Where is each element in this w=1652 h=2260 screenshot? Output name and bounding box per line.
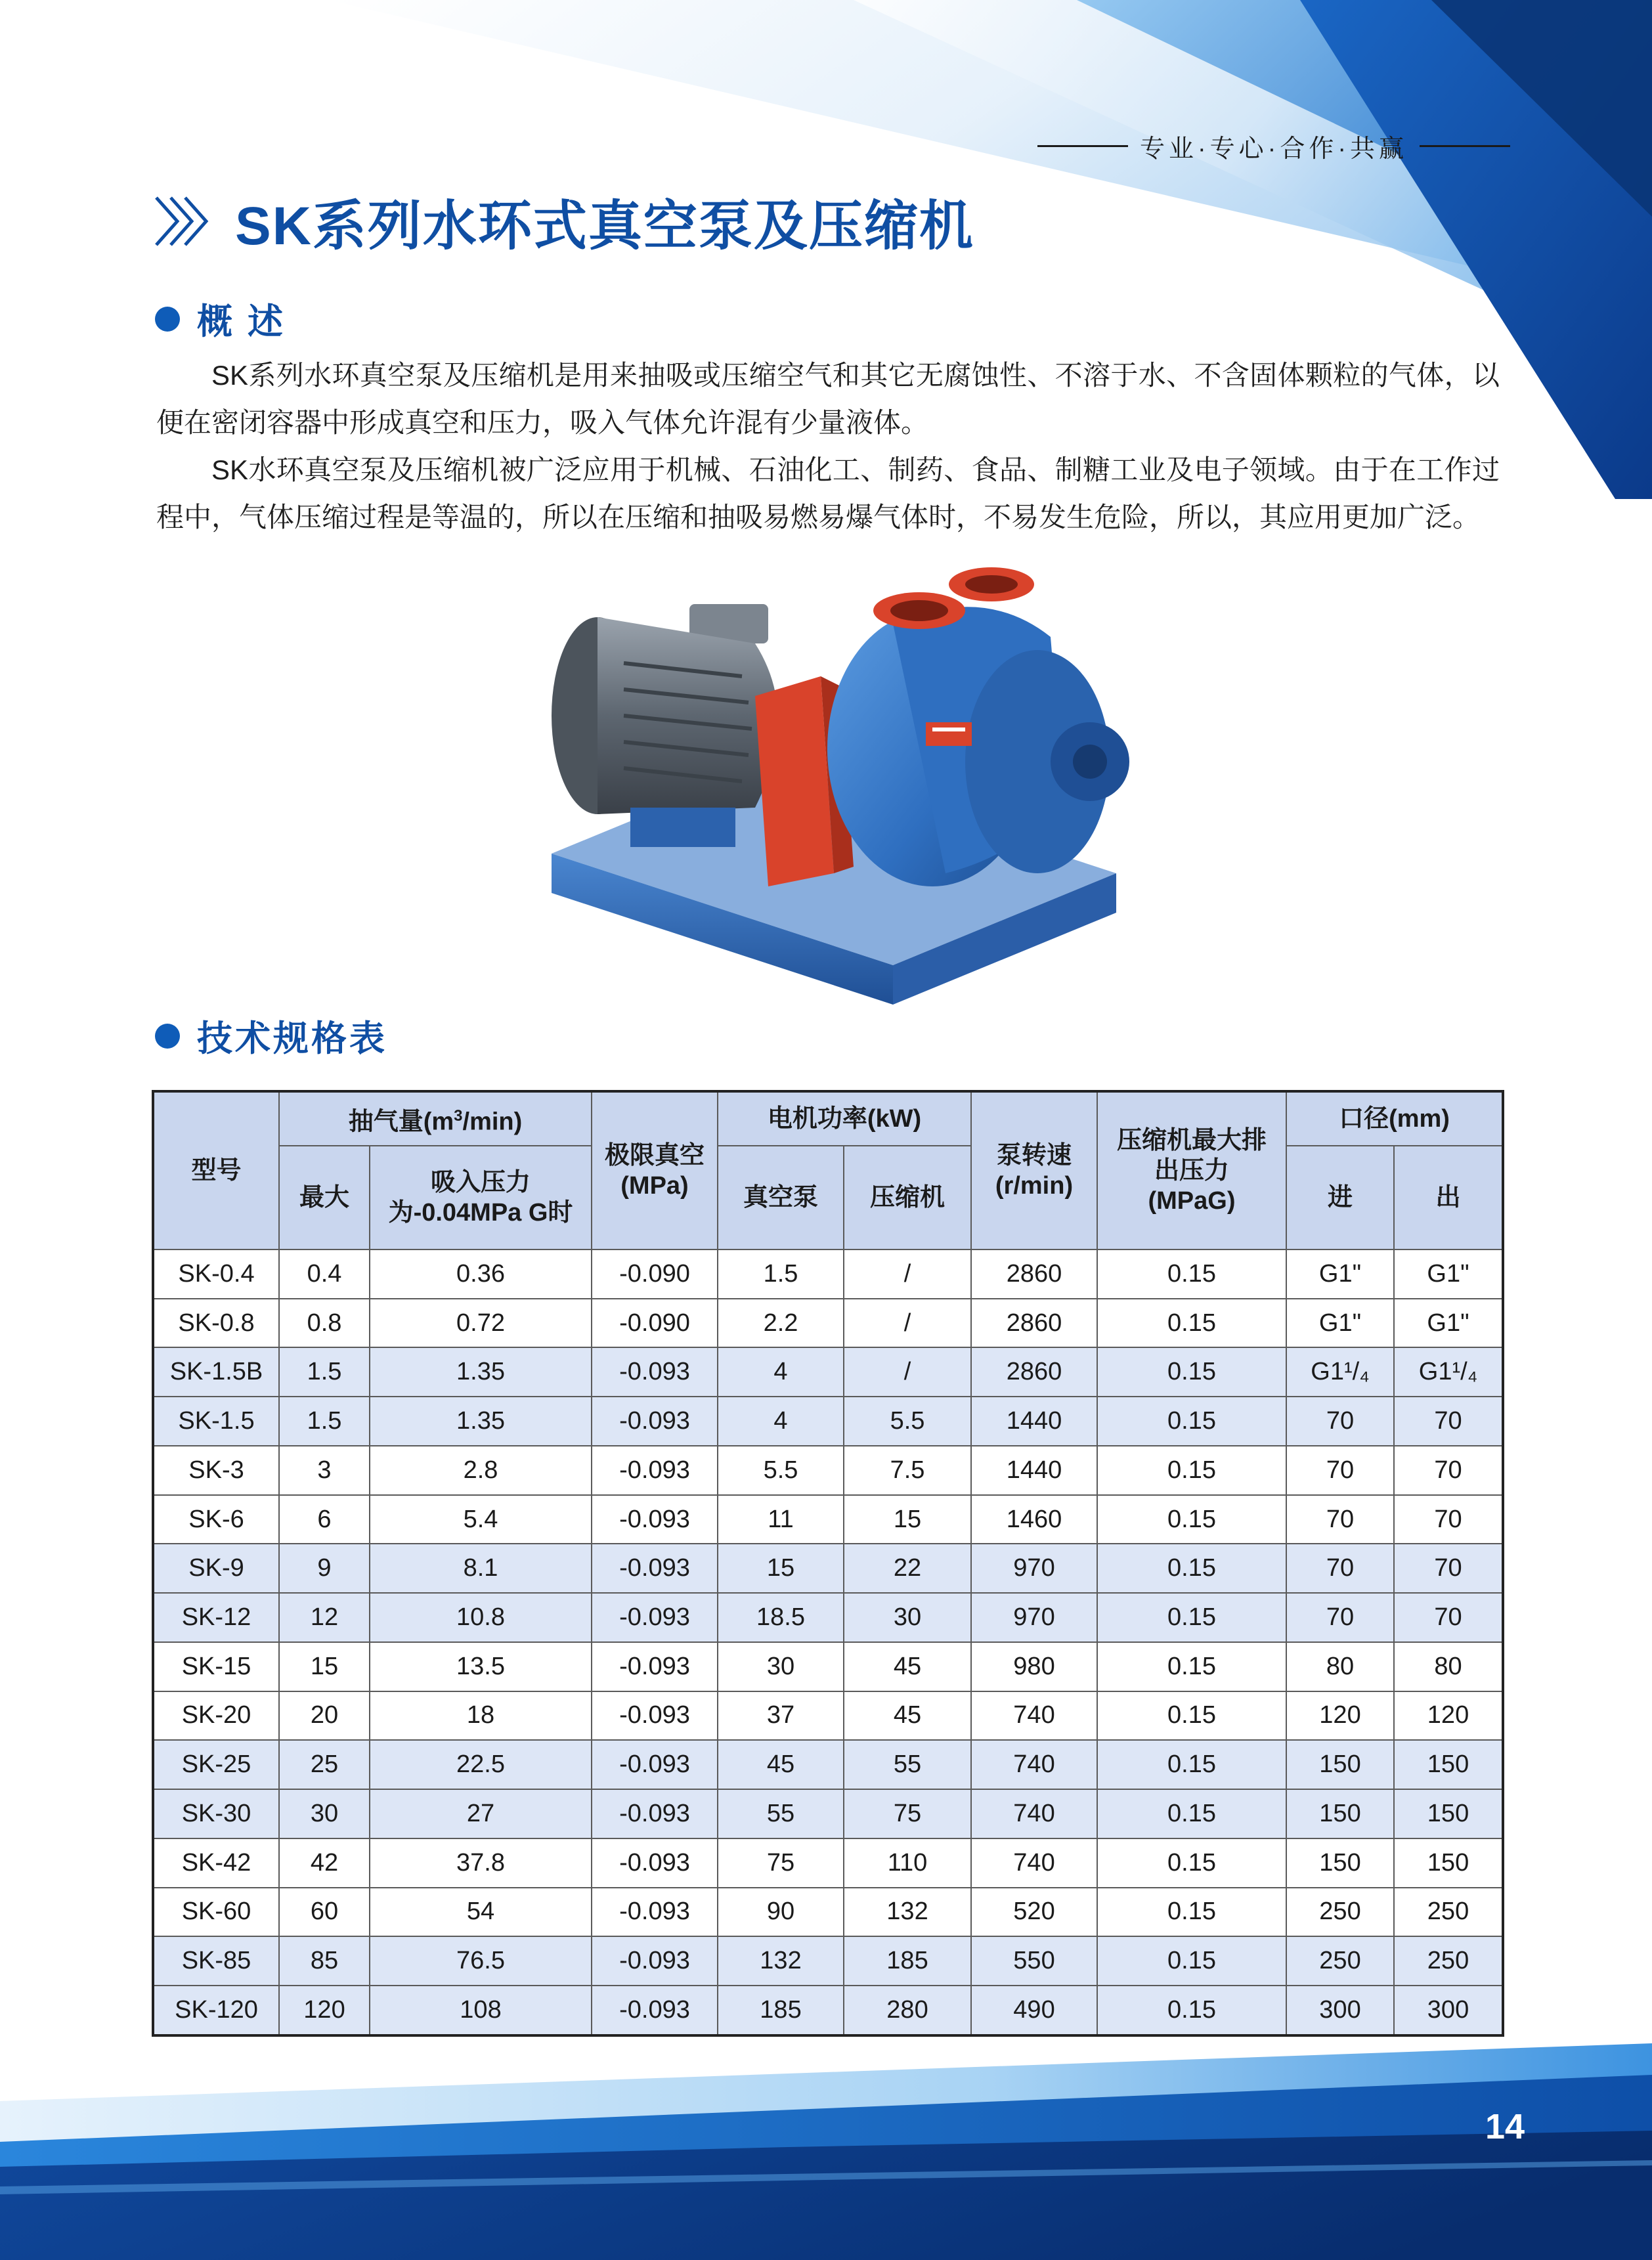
cell-ultimate-vacuum: -0.093 xyxy=(592,1888,718,1937)
table-row xyxy=(153,1544,1503,1593)
cell-pump-speed: 490 xyxy=(971,1986,1097,2035)
header-max: 最大 xyxy=(279,1146,370,1250)
cell-compressor-power: 280 xyxy=(844,1986,971,2035)
header-diameter: 口径(mm) xyxy=(1286,1091,1503,1146)
cell-outlet-diameter: 150 xyxy=(1394,1740,1503,1789)
cell-suction-flow: 54 xyxy=(370,1888,592,1937)
cell-outlet-diameter: 250 xyxy=(1394,1936,1503,1986)
header-suction-pressure xyxy=(370,1146,592,1250)
cell-ultimate-vacuum: -0.093 xyxy=(592,1495,718,1544)
cell-pump-speed: 1460 xyxy=(971,1495,1097,1544)
cell-pump-speed: 2860 xyxy=(971,1250,1097,1299)
table-row xyxy=(153,1740,1503,1789)
header-ultimate-vacuum xyxy=(592,1091,718,1250)
cell-vacuum-pump-power: 4 xyxy=(718,1347,844,1397)
cell-pump-speed: 2860 xyxy=(971,1299,1097,1348)
cell-model: SK-42 xyxy=(153,1838,279,1888)
cell-inlet-diameter: G1¹/₄ xyxy=(1286,1347,1394,1397)
cell-suction-flow: 76.5 xyxy=(370,1936,592,1986)
header-motor-power: 电机功率(kW) xyxy=(718,1091,971,1146)
overview-paragraph-2: SK水环真空泵及压缩机被广泛应用于机械、石油化工、制药、食品、制糖工业及电子领域。由于在工作过程中，气体压缩过程是等温的，所以在压缩和抽吸易燃易爆气体时，不易发生危险，所以，其应用更加广泛。 xyxy=(156,454,1500,532)
cell-max-flow: 25 xyxy=(279,1740,370,1789)
header-inlet: 进 xyxy=(1286,1146,1394,1250)
cell-max-flow: 9 xyxy=(279,1544,370,1593)
header-suction-line1: 吸入压力 xyxy=(430,1169,531,1196)
cell-max-pressure: 0.15 xyxy=(1097,1740,1286,1789)
cell-max-flow: 3 xyxy=(279,1446,370,1495)
cell-max-pressure: 0.15 xyxy=(1097,1250,1286,1299)
cell-max-pressure: 0.15 xyxy=(1097,1789,1286,1838)
cell-ultimate-vacuum: -0.093 xyxy=(592,1740,718,1789)
cell-model: SK-25 xyxy=(153,1740,279,1789)
spec-table-header xyxy=(153,1091,1503,1250)
cell-vacuum-pump-power: 37 xyxy=(718,1691,844,1741)
cell-max-pressure: 0.15 xyxy=(1097,1888,1286,1937)
header-ultimate-vacuum-line1: 极限真空 xyxy=(604,1142,705,1169)
cell-compressor-power: 110 xyxy=(844,1838,971,1888)
cell-inlet-diameter: G1" xyxy=(1286,1299,1394,1348)
cell-vacuum-pump-power: 185 xyxy=(718,1986,844,2035)
cell-outlet-diameter: 70 xyxy=(1394,1495,1503,1544)
cell-max-flow: 15 xyxy=(279,1642,370,1691)
cell-outlet-diameter: G1" xyxy=(1394,1299,1503,1348)
header-compressor: 压缩机 xyxy=(844,1146,971,1250)
cell-suction-flow: 5.4 xyxy=(370,1495,592,1544)
table-row xyxy=(153,1838,1503,1888)
cell-pump-speed: 970 xyxy=(971,1593,1097,1642)
header-pump-speed-line1: 泵转速 xyxy=(996,1142,1072,1169)
pump-product-image xyxy=(525,545,1169,1057)
cell-pump-speed: 740 xyxy=(971,1740,1097,1789)
overview-title: 概 述 xyxy=(197,302,286,341)
cell-compressor-power: 75 xyxy=(844,1789,971,1838)
triple-chevron-icon xyxy=(151,188,217,254)
cell-inlet-diameter: 150 xyxy=(1286,1789,1394,1838)
cell-model: SK-120 xyxy=(153,1986,279,2035)
cell-compressor-power: 45 xyxy=(844,1691,971,1741)
cell-suction-flow: 108 xyxy=(370,1986,592,2035)
cell-ultimate-vacuum: -0.093 xyxy=(592,1789,718,1838)
table-row xyxy=(153,1446,1503,1495)
cell-inlet-diameter: 70 xyxy=(1286,1446,1394,1495)
cell-suction-flow: 1.35 xyxy=(370,1397,592,1446)
cell-max-flow: 0.8 xyxy=(279,1299,370,1348)
cell-vacuum-pump-power: 75 xyxy=(718,1838,844,1888)
cell-outlet-diameter: G1¹/₄ xyxy=(1394,1347,1503,1397)
cell-vacuum-pump-power: 132 xyxy=(718,1936,844,1986)
spec-table xyxy=(152,1090,1504,2037)
table-row xyxy=(153,1397,1503,1446)
cell-max-flow: 85 xyxy=(279,1936,370,1986)
header-air-flow-pre: 抽气量(m xyxy=(348,1108,454,1136)
cell-outlet-diameter: 150 xyxy=(1394,1838,1503,1888)
cell-suction-flow: 10.8 xyxy=(370,1593,592,1642)
cell-pump-speed: 1440 xyxy=(971,1397,1097,1446)
header-model: 型号 xyxy=(153,1091,279,1250)
header-slogan xyxy=(1037,126,1510,165)
header-pump-speed xyxy=(971,1091,1097,1250)
cell-ultimate-vacuum: -0.093 xyxy=(592,1691,718,1741)
bullet-dot-icon xyxy=(155,1024,180,1049)
cell-vacuum-pump-power: 2.2 xyxy=(718,1299,844,1348)
cell-max-pressure: 0.15 xyxy=(1097,1347,1286,1397)
bullet-dot-icon xyxy=(155,307,180,332)
cell-max-flow: 1.5 xyxy=(279,1347,370,1397)
table-row xyxy=(153,1888,1503,1937)
header-air-flow xyxy=(279,1091,592,1146)
cell-ultimate-vacuum: -0.093 xyxy=(592,1446,718,1495)
cell-ultimate-vacuum: -0.093 xyxy=(592,1838,718,1888)
table-row xyxy=(153,1642,1503,1691)
cell-suction-flow: 37.8 xyxy=(370,1838,592,1888)
header-pressure-line1: 压缩机最大排 xyxy=(1116,1127,1267,1154)
cell-inlet-diameter: G1" xyxy=(1286,1250,1394,1299)
cell-max-flow: 1.5 xyxy=(279,1397,370,1446)
cell-model: SK-6 xyxy=(153,1495,279,1544)
cell-max-pressure: 0.15 xyxy=(1097,1299,1286,1348)
cell-suction-flow: 22.5 xyxy=(370,1740,592,1789)
cell-inlet-diameter: 70 xyxy=(1286,1593,1394,1642)
header-pump-speed-line2: (r/min) xyxy=(995,1172,1074,1200)
cell-max-pressure: 0.15 xyxy=(1097,1544,1286,1593)
cell-compressor-power: 45 xyxy=(844,1642,971,1691)
cell-max-flow: 20 xyxy=(279,1691,370,1741)
table-row xyxy=(153,1593,1503,1642)
cell-outlet-diameter: 300 xyxy=(1394,1986,1503,2035)
cell-max-pressure: 0.15 xyxy=(1097,1986,1286,2035)
cell-max-flow: 42 xyxy=(279,1838,370,1888)
table-row xyxy=(153,1495,1503,1544)
cell-max-pressure: 0.15 xyxy=(1097,1446,1286,1495)
header-ultimate-vacuum-line2: (MPa) xyxy=(620,1172,689,1200)
cell-pump-speed: 980 xyxy=(971,1642,1097,1691)
cell-pump-speed: 740 xyxy=(971,1691,1097,1741)
cell-compressor-power: 55 xyxy=(844,1740,971,1789)
spec-table-body xyxy=(153,1250,1503,2035)
cell-vacuum-pump-power: 30 xyxy=(718,1642,844,1691)
cell-outlet-diameter: G1" xyxy=(1394,1250,1503,1299)
cell-outlet-diameter: 150 xyxy=(1394,1789,1503,1838)
cell-max-pressure: 0.15 xyxy=(1097,1495,1286,1544)
cell-inlet-diameter: 300 xyxy=(1286,1986,1394,2035)
cell-model: SK-15 xyxy=(153,1642,279,1691)
cell-model: SK-85 xyxy=(153,1936,279,1986)
cell-suction-flow: 8.1 xyxy=(370,1544,592,1593)
cell-model: SK-9 xyxy=(153,1544,279,1593)
header-pressure-line3: (MPaG) xyxy=(1148,1187,1236,1215)
header-vacuum-pump: 真空泵 xyxy=(718,1146,844,1250)
cell-vacuum-pump-power: 1.5 xyxy=(718,1250,844,1299)
cell-model: SK-20 xyxy=(153,1691,279,1741)
cell-compressor-power: / xyxy=(844,1250,971,1299)
cell-max-flow: 120 xyxy=(279,1986,370,2035)
header-pressure-line2: 出压力 xyxy=(1154,1157,1229,1184)
table-row xyxy=(153,1789,1503,1838)
specs-title: 技术规格表 xyxy=(197,1019,387,1058)
cell-suction-flow: 0.36 xyxy=(370,1250,592,1299)
cell-pump-speed: 1440 xyxy=(971,1446,1097,1495)
cell-pump-speed: 740 xyxy=(971,1789,1097,1838)
cell-max-pressure: 0.15 xyxy=(1097,1593,1286,1642)
header-outlet: 出 xyxy=(1394,1146,1503,1250)
cell-vacuum-pump-power: 4 xyxy=(718,1397,844,1446)
header-air-flow-post: /min) xyxy=(462,1108,523,1136)
cell-max-pressure: 0.15 xyxy=(1097,1691,1286,1741)
table-row xyxy=(153,1250,1503,1299)
cell-pump-speed: 550 xyxy=(971,1936,1097,1986)
cell-outlet-diameter: 70 xyxy=(1394,1544,1503,1593)
cell-suction-flow: 18 xyxy=(370,1691,592,1741)
cell-inlet-diameter: 150 xyxy=(1286,1740,1394,1789)
overview-paragraph-1: SK系列水环真空泵及压缩机是用来抽吸或压缩空气和其它无腐蚀性、不溶于水、不含固体颗粒的气体，以便在密闭容器中形成真空和压力，吸入气体允许混有少量液体。 xyxy=(156,360,1500,438)
cell-compressor-power: 22 xyxy=(844,1544,971,1593)
slogan-left-rule xyxy=(1037,145,1128,147)
cell-max-pressure: 0.15 xyxy=(1097,1642,1286,1691)
title-row xyxy=(151,185,974,257)
cell-compressor-power: 15 xyxy=(844,1495,971,1544)
cell-max-flow: 12 xyxy=(279,1593,370,1642)
cell-ultimate-vacuum: -0.093 xyxy=(592,1593,718,1642)
cell-vacuum-pump-power: 90 xyxy=(718,1888,844,1937)
cell-vacuum-pump-power: 5.5 xyxy=(718,1446,844,1495)
cell-max-flow: 60 xyxy=(279,1888,370,1937)
cell-model: SK-60 xyxy=(153,1888,279,1937)
cell-compressor-power: 132 xyxy=(844,1888,971,1937)
cell-model: SK-1.5B xyxy=(153,1347,279,1397)
cell-suction-flow: 27 xyxy=(370,1789,592,1838)
slogan-right-rule xyxy=(1420,145,1510,147)
cell-compressor-power: 5.5 xyxy=(844,1397,971,1446)
cell-outlet-diameter: 80 xyxy=(1394,1642,1503,1691)
table-row xyxy=(153,1347,1503,1397)
cell-outlet-diameter: 70 xyxy=(1394,1593,1503,1642)
cell-suction-flow: 13.5 xyxy=(370,1642,592,1691)
cell-inlet-diameter: 120 xyxy=(1286,1691,1394,1741)
cell-inlet-diameter: 80 xyxy=(1286,1642,1394,1691)
specs-heading xyxy=(155,1010,387,1061)
cell-model: SK-1.5 xyxy=(153,1397,279,1446)
cell-max-flow: 30 xyxy=(279,1789,370,1838)
cell-ultimate-vacuum: -0.090 xyxy=(592,1250,718,1299)
cell-model: SK-30 xyxy=(153,1789,279,1838)
overview-heading xyxy=(155,293,286,344)
cell-inlet-diameter: 150 xyxy=(1286,1838,1394,1888)
cell-inlet-diameter: 70 xyxy=(1286,1544,1394,1593)
cell-max-pressure: 0.15 xyxy=(1097,1838,1286,1888)
cell-inlet-diameter: 250 xyxy=(1286,1888,1394,1937)
cell-vacuum-pump-power: 45 xyxy=(718,1740,844,1789)
table-row xyxy=(153,1936,1503,1986)
cell-outlet-diameter: 250 xyxy=(1394,1888,1503,1937)
page-title: SK系列水环式真空泵及压缩机 xyxy=(235,196,974,256)
cell-inlet-diameter: 70 xyxy=(1286,1495,1394,1544)
cell-model: SK-0.8 xyxy=(153,1299,279,1348)
cell-outlet-diameter: 70 xyxy=(1394,1397,1503,1446)
cell-ultimate-vacuum: -0.090 xyxy=(592,1299,718,1348)
cell-pump-speed: 520 xyxy=(971,1888,1097,1937)
cell-outlet-diameter: 70 xyxy=(1394,1446,1503,1495)
cell-pump-speed: 740 xyxy=(971,1838,1097,1888)
cell-max-pressure: 0.15 xyxy=(1097,1936,1286,1986)
cell-compressor-power: 7.5 xyxy=(844,1446,971,1495)
cell-outlet-diameter: 120 xyxy=(1394,1691,1503,1741)
cell-ultimate-vacuum: -0.093 xyxy=(592,1986,718,2035)
slogan-text: 专业·专心·合作·共赢 xyxy=(1140,135,1408,163)
cell-compressor-power: / xyxy=(844,1299,971,1348)
cell-vacuum-pump-power: 15 xyxy=(718,1544,844,1593)
page-number: 14 xyxy=(1485,2107,1525,2146)
cell-suction-flow: 2.8 xyxy=(370,1446,592,1495)
table-row xyxy=(153,1691,1503,1741)
table-row xyxy=(153,1299,1503,1348)
cell-model: SK-12 xyxy=(153,1593,279,1642)
cell-inlet-diameter: 70 xyxy=(1286,1397,1394,1446)
header-air-flow-sup: 3 xyxy=(454,1106,463,1125)
cell-suction-flow: 0.72 xyxy=(370,1299,592,1348)
cell-inlet-diameter: 250 xyxy=(1286,1936,1394,1986)
cell-compressor-power: / xyxy=(844,1347,971,1397)
cell-model: SK-3 xyxy=(153,1446,279,1495)
cell-max-flow: 0.4 xyxy=(279,1250,370,1299)
cell-pump-speed: 2860 xyxy=(971,1347,1097,1397)
cell-max-pressure: 0.15 xyxy=(1097,1397,1286,1446)
cell-pump-speed: 970 xyxy=(971,1544,1097,1593)
cell-suction-flow: 1.35 xyxy=(370,1347,592,1397)
cell-compressor-power: 185 xyxy=(844,1936,971,1986)
cell-vacuum-pump-power: 11 xyxy=(718,1495,844,1544)
cell-max-flow: 6 xyxy=(279,1495,370,1544)
cell-ultimate-vacuum: -0.093 xyxy=(592,1347,718,1397)
cell-vacuum-pump-power: 55 xyxy=(718,1789,844,1838)
cell-compressor-power: 30 xyxy=(844,1593,971,1642)
cell-ultimate-vacuum: -0.093 xyxy=(592,1544,718,1593)
table-row xyxy=(153,1986,1503,2035)
cell-model: SK-0.4 xyxy=(153,1250,279,1299)
cell-ultimate-vacuum: -0.093 xyxy=(592,1642,718,1691)
header-suction-line2: 为-0.04MPa G时 xyxy=(388,1199,573,1227)
header-max-discharge-pressure xyxy=(1097,1091,1286,1250)
cell-ultimate-vacuum: -0.093 xyxy=(592,1936,718,1986)
cell-ultimate-vacuum: -0.093 xyxy=(592,1397,718,1446)
cell-vacuum-pump-power: 18.5 xyxy=(718,1593,844,1642)
